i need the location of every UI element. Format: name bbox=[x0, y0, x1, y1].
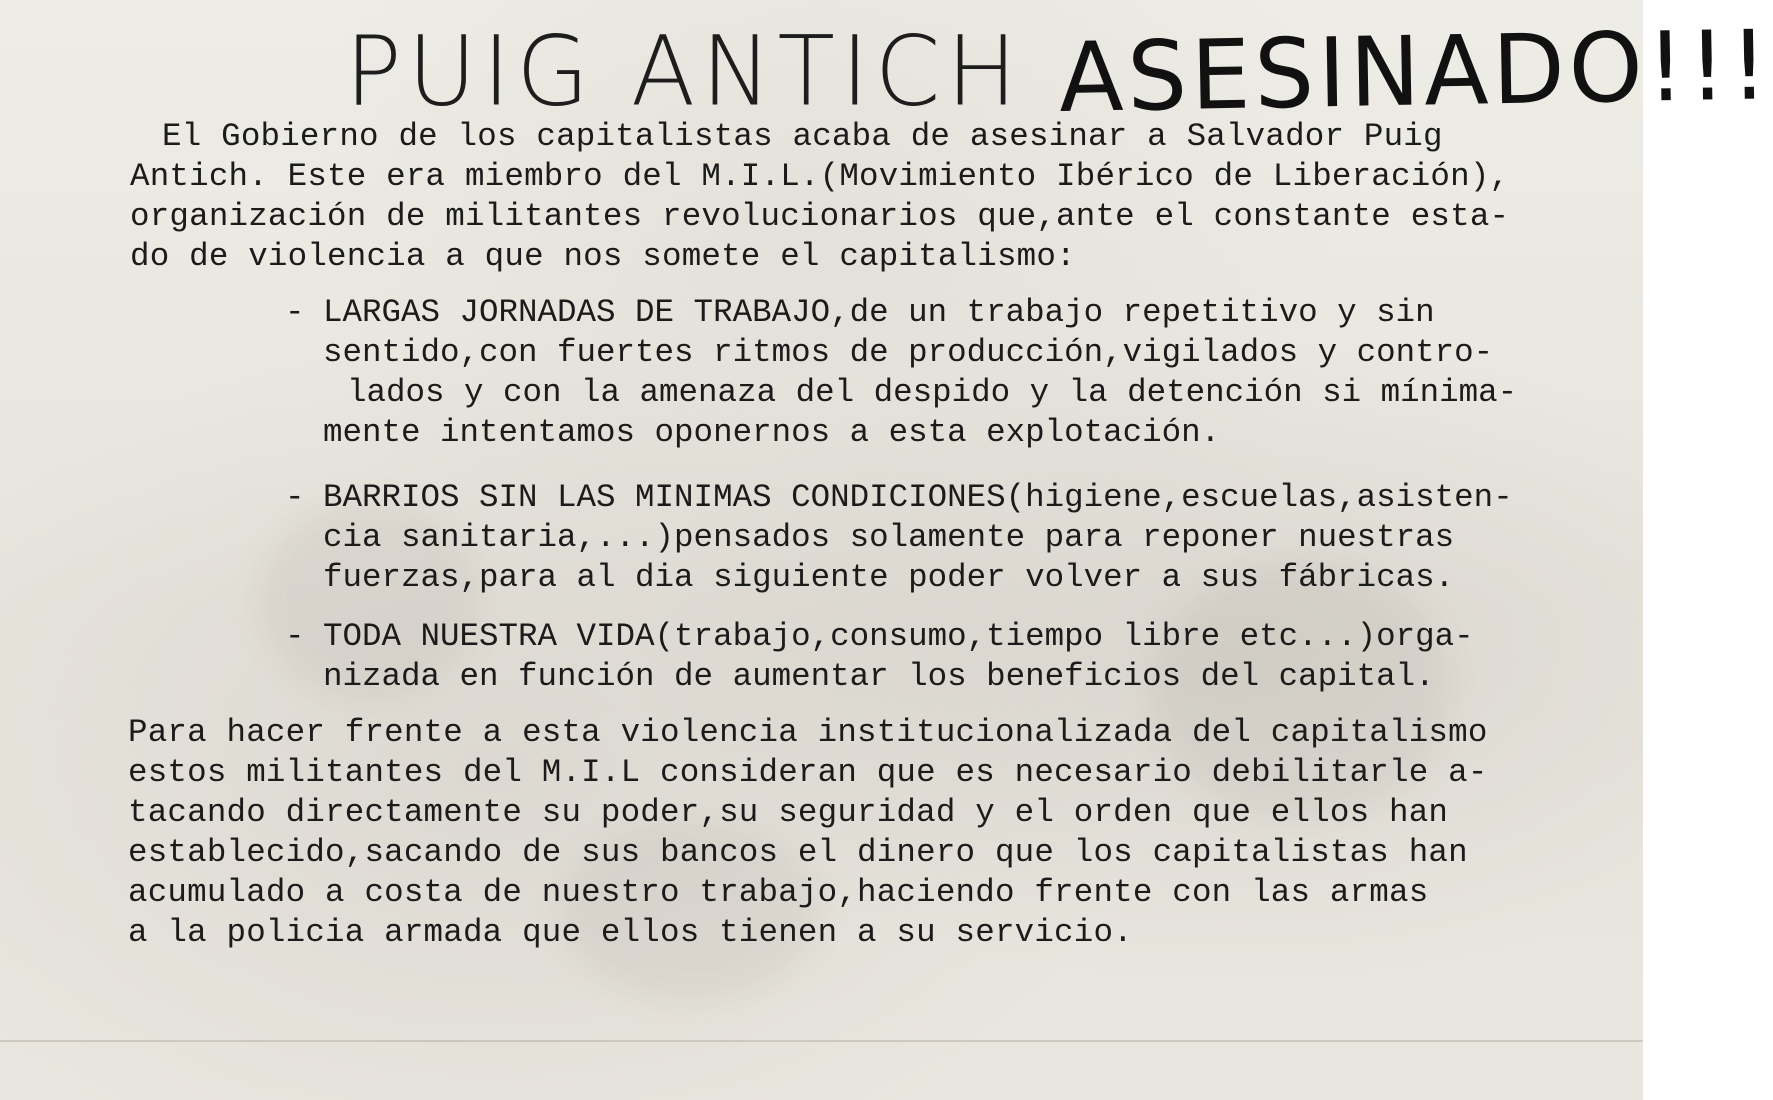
intro-line: El Gobierno de los capitalistas acaba de asesinar a Salvador Puig bbox=[162, 118, 1443, 155]
headline-name: PUIG ANTICH bbox=[345, 16, 1024, 129]
bullet-neighborhoods bbox=[285, 478, 1513, 598]
closing-line: a la policia armada que ellos tienen a su servicio. bbox=[128, 914, 1133, 951]
bullet-whole-life bbox=[285, 617, 1474, 697]
intro-paragraph bbox=[130, 117, 1509, 277]
bullet-dash: - bbox=[285, 294, 305, 331]
bullet-dash: - bbox=[285, 479, 305, 516]
intro-line: do de violencia a que nos somete el capitalismo: bbox=[130, 238, 1076, 275]
headline bbox=[345, 10, 1773, 135]
bullet-line: TODA NUESTRA VIDA(trabajo,consumo,tiempo libre etc...)orga- bbox=[323, 618, 1474, 655]
bullet-line: sentido,con fuertes ritmos de producción,vigilados y contro- bbox=[323, 334, 1494, 371]
closing-line: establecido,sacando de sus bancos el dinero que los capitalistas han bbox=[128, 834, 1468, 871]
closing-line: acumulado a costa de nuestro trabajo,haciendo frente con las armas bbox=[128, 874, 1429, 911]
bullet-line: nizada en función de aumentar los beneficios del capital. bbox=[323, 658, 1435, 695]
closing-paragraph bbox=[128, 713, 1488, 953]
intro-line: organización de militantes revolucionarios que,ante el constante esta- bbox=[130, 198, 1510, 235]
bullet-line: cia sanitaria,...)pensados solamente para reponer nuestras bbox=[323, 519, 1455, 556]
bullet-working-hours bbox=[285, 293, 1518, 453]
bullet-line: mente intentamos oponernos a esta explotación. bbox=[323, 414, 1221, 451]
bullet-line: BARRIOS SIN LAS MINIMAS CONDICIONES(higiene,escuelas,asisten- bbox=[323, 479, 1513, 516]
paper-fold-line bbox=[0, 1040, 1643, 1042]
bullet-line: LARGAS JORNADAS DE TRABAJO,de un trabajo repetitivo y sin bbox=[323, 294, 1435, 331]
bullet-line: fuerzas,para al dia siguiente poder volver a sus fábricas. bbox=[323, 559, 1455, 596]
headline-verdict: ASESINADO!!! bbox=[1058, 10, 1773, 135]
bullet-line: lados y con la amenaza del despido y la detención si mínima- bbox=[347, 374, 1518, 411]
closing-line: estos militantes del M.I.L consideran que es necesario debilitarle a- bbox=[128, 754, 1488, 791]
bullet-dash: - bbox=[285, 618, 305, 655]
intro-line: Antich. Este era miembro del M.I.L.(Movimiento Ibérico de Liberación), bbox=[130, 158, 1510, 195]
closing-line: tacando directamente su poder,su seguridad y el orden que ellos han bbox=[128, 794, 1449, 831]
closing-line: Para hacer frente a esta violencia institucionalizada del capitalismo bbox=[128, 714, 1488, 751]
